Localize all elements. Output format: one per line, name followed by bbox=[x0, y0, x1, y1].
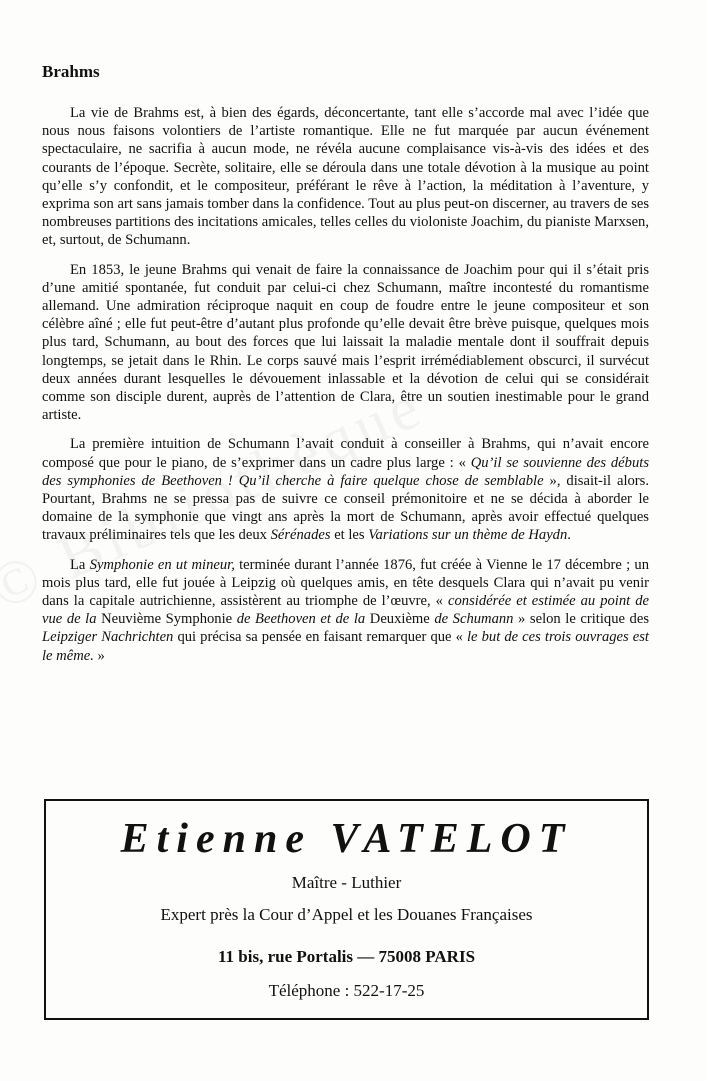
text-run: » bbox=[93, 647, 105, 664]
paragraph-2 bbox=[42, 261, 649, 425]
text-run: terminée durant l’année 1876, fut créée à Vienne le 17 décembre ; un mois plus tard, elle fut jouée à Leipzig où quelques amis, en tête desquels Clara qui n’avait pu venir dans la capitale autrichienne, assistèrent au triomphe de l’œuvre, « bbox=[42, 556, 650, 610]
text-run: qui précisa sa pensée en faisant remarquer que « bbox=[173, 629, 467, 646]
ad-expertise: Expert près la Cour d’Appel et les Douanes Françaises bbox=[160, 905, 533, 924]
italic-run: considérée et estimée au point de vue de la bbox=[42, 593, 650, 628]
text-run: Deuxième bbox=[365, 611, 435, 628]
ad-phone: Téléphone : 522-17-25 bbox=[268, 981, 425, 1000]
italic-run: Leipziger Nachrichten bbox=[42, 629, 174, 646]
text-run: . bbox=[567, 527, 571, 544]
text-run: La première intuition de Schumann l’avait conduit à conseiller à Brahms, qui n’avait encore composé que pour le piano, de s’exprimer dans un cadre plus large : « bbox=[42, 436, 649, 471]
text-run: Neuvième Symphonie bbox=[96, 611, 237, 628]
italic-run: le but de ces trois ouvrages est le même. bbox=[42, 629, 649, 664]
paragraph-1 bbox=[42, 104, 649, 250]
paragraph-3 bbox=[42, 435, 649, 544]
text-run: », disait-il alors. Pourtant, Brahms ne se pressa pas de suivre ce conseil prémonitoire et ne se décida à aborder le domaine de la symphonie que vingt ans après la mort de Schumann, après avoir effectué quelques travaux préliminaires tels que les deux bbox=[42, 472, 649, 544]
italic-run: Variations sur un thème de Haydn bbox=[368, 527, 568, 544]
luthier-advertisement bbox=[44, 799, 649, 1020]
italic-run: de Schumann bbox=[434, 611, 514, 628]
text-run: La bbox=[70, 556, 90, 573]
ad-address: 11 bis, rue Portalis — 75008 PARIS bbox=[217, 947, 476, 966]
paragraph-4 bbox=[42, 556, 649, 665]
text-run: La vie de Brahms est, à bien des égards, déconcertante, tant elle s’accorde mal avec l’idée que nous nous faisons volontiers de l’artiste romantique. Elle ne fut marquée par aucun événement spectaculaire, ne sacrifia à aucun mode, ne révéla aucune complaisance vis-à-vis des idées et des courants de l’époque. Secrète, solitaire, elle se déroula dans une totale dévotion à la musique au point qu’elle s’y confondit, et le compositeur, préférant le rêve à l’action, la méditation à l’aventure, y exprima son art sans jamais tomber dans la confidence. Tout au plus peut-on discerner, au travers de ses nombreuses partitions des incitations amicales, telles celles du violoniste Joachim, du pianiste Marxsen, et, surtout, de Schumann. bbox=[42, 105, 649, 249]
italic-run: de Beethoven et de la bbox=[236, 611, 366, 628]
article-heading: Brahms bbox=[42, 62, 100, 81]
text-run: En 1853, le jeune Brahms qui venait de faire la connaissance de Joachim pour qui il s’était pris d’une amitié spontanée, fut conduit par celui-ci chez Schumann, maître incontesté du romantisme allemand. Une admiration réciproque naquit en coup de foudre entre le jeune compositeur et son célèbre aîné ; elle fut peut-être d’autant plus profonde qu’elle devait être brève puisque, quelques mois plus tard, Schumann, au bout des forces que lui laissait la maladie mentale dont il souffrait depuis longtemps, se jetait dans le Rhin. Le corps sauvé mais l’esprit irrémédiablement obscurci, il survécut deux années durant lesquelles le dévouement inlassable et la dévotion de celui qui se considérait comme son disciple durent, auprès de l’attention de Clara, être un soutien inestimable pour le grand artiste. bbox=[42, 261, 649, 424]
text-run: » selon le critique des bbox=[513, 611, 650, 628]
article-body bbox=[42, 104, 649, 676]
italic-run: Symphonie en ut mineur, bbox=[89, 556, 235, 573]
ad-name: Etienne VATELOT bbox=[120, 816, 573, 862]
ad-profession: Maître - Luthier bbox=[291, 873, 402, 892]
italic-run: Sérénades bbox=[270, 527, 331, 544]
text-run: et les bbox=[330, 527, 369, 544]
italic-run: Qu’il se souvienne des débuts des symphonies de Beethoven ! Qu’il cherche à faire quelque chose de semblable bbox=[42, 454, 649, 489]
